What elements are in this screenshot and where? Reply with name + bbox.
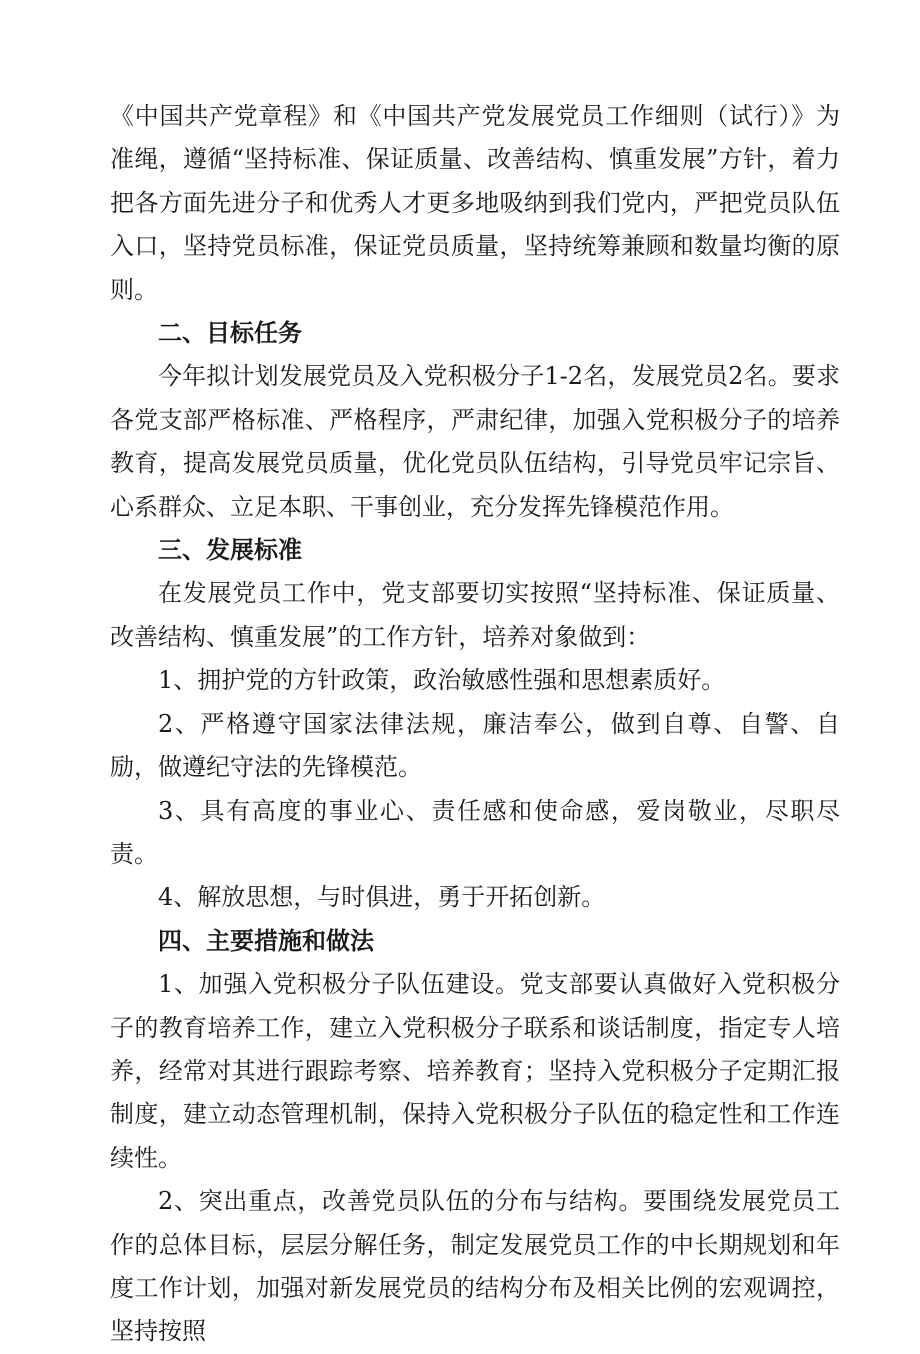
section-heading-measures: 四、主要措施和做法 bbox=[158, 926, 374, 955]
intro-paragraph: 《中国共产党章程》和《中国共产党发展党员工作细则（试行）》为准绳，遵循“坚持标准、保证质量、改善结构、慎重发展”方针，着力把各方面先进分子和优秀人才更多地吸纳到我们党内，严把党员队伍入口，坚持党员标准，保证党员质量，坚持统筹兼顾和数量均衡的原则。 bbox=[110, 102, 840, 304]
standards-paragraph: 在发展党员工作中，党支部要切实按照“坚持标准、保证质量、改善结构、慎重发展”的工作方针，培养对象做到： bbox=[110, 579, 840, 651]
section-heading-standards: 三、发展标准 bbox=[158, 536, 302, 565]
section-heading-goals: 二、目标任务 bbox=[158, 319, 302, 348]
standards-item-1: 1、拥护党的方针政策，政治敏感性强和思想素质好。 bbox=[158, 666, 726, 695]
goals-paragraph: 今年拟计划发展党员及入党积极分子1-2名，发展党员2名。要求各党支部严格标准、严格程序，严肃纪律，加强入党积极分子的培养教育，提高发展党员质量，优化党员队伍结构，引导党员牢记宗旨、心系群众、立足本职、干事创业，充分发挥先锋模范作用。 bbox=[110, 362, 840, 521]
measures-item-1: 1、加强入党积极分子队伍建设。党支部要认真做好入党积极分子的教育培养工作，建立入党积极分子联系和谈话制度，指定专人培养，经常对其进行跟踪考察、培养教育；坚持入党积极分子定期汇报制度，建立动态管理机制，保持入党积极分子队伍的稳定性和工作连续性。 bbox=[110, 970, 840, 1172]
standards-item-3: 3、具有高度的事业心、责任感和使命感，爱岗敬业，尽职尽责。 bbox=[110, 796, 840, 868]
measures-item-2: 2、突出重点，改善党员队伍的分布与结构。要围绕发展党员工作的总体目标，层层分解任务，制定发展党员工作的中长期规划和年度工作计划，加强对新发展党员的结构分布及相关比例的宏观调控，坚持按照 bbox=[110, 1187, 840, 1346]
document-page bbox=[110, 95, 840, 1354]
standards-item-2: 2、严格遵守国家法律法规，廉洁奉公，做到自尊、自警、自励，做遵纪守法的先锋模范。 bbox=[110, 709, 840, 782]
standards-item-4: 4、解放思想，与时俱进，勇于开拓创新。 bbox=[158, 883, 606, 912]
